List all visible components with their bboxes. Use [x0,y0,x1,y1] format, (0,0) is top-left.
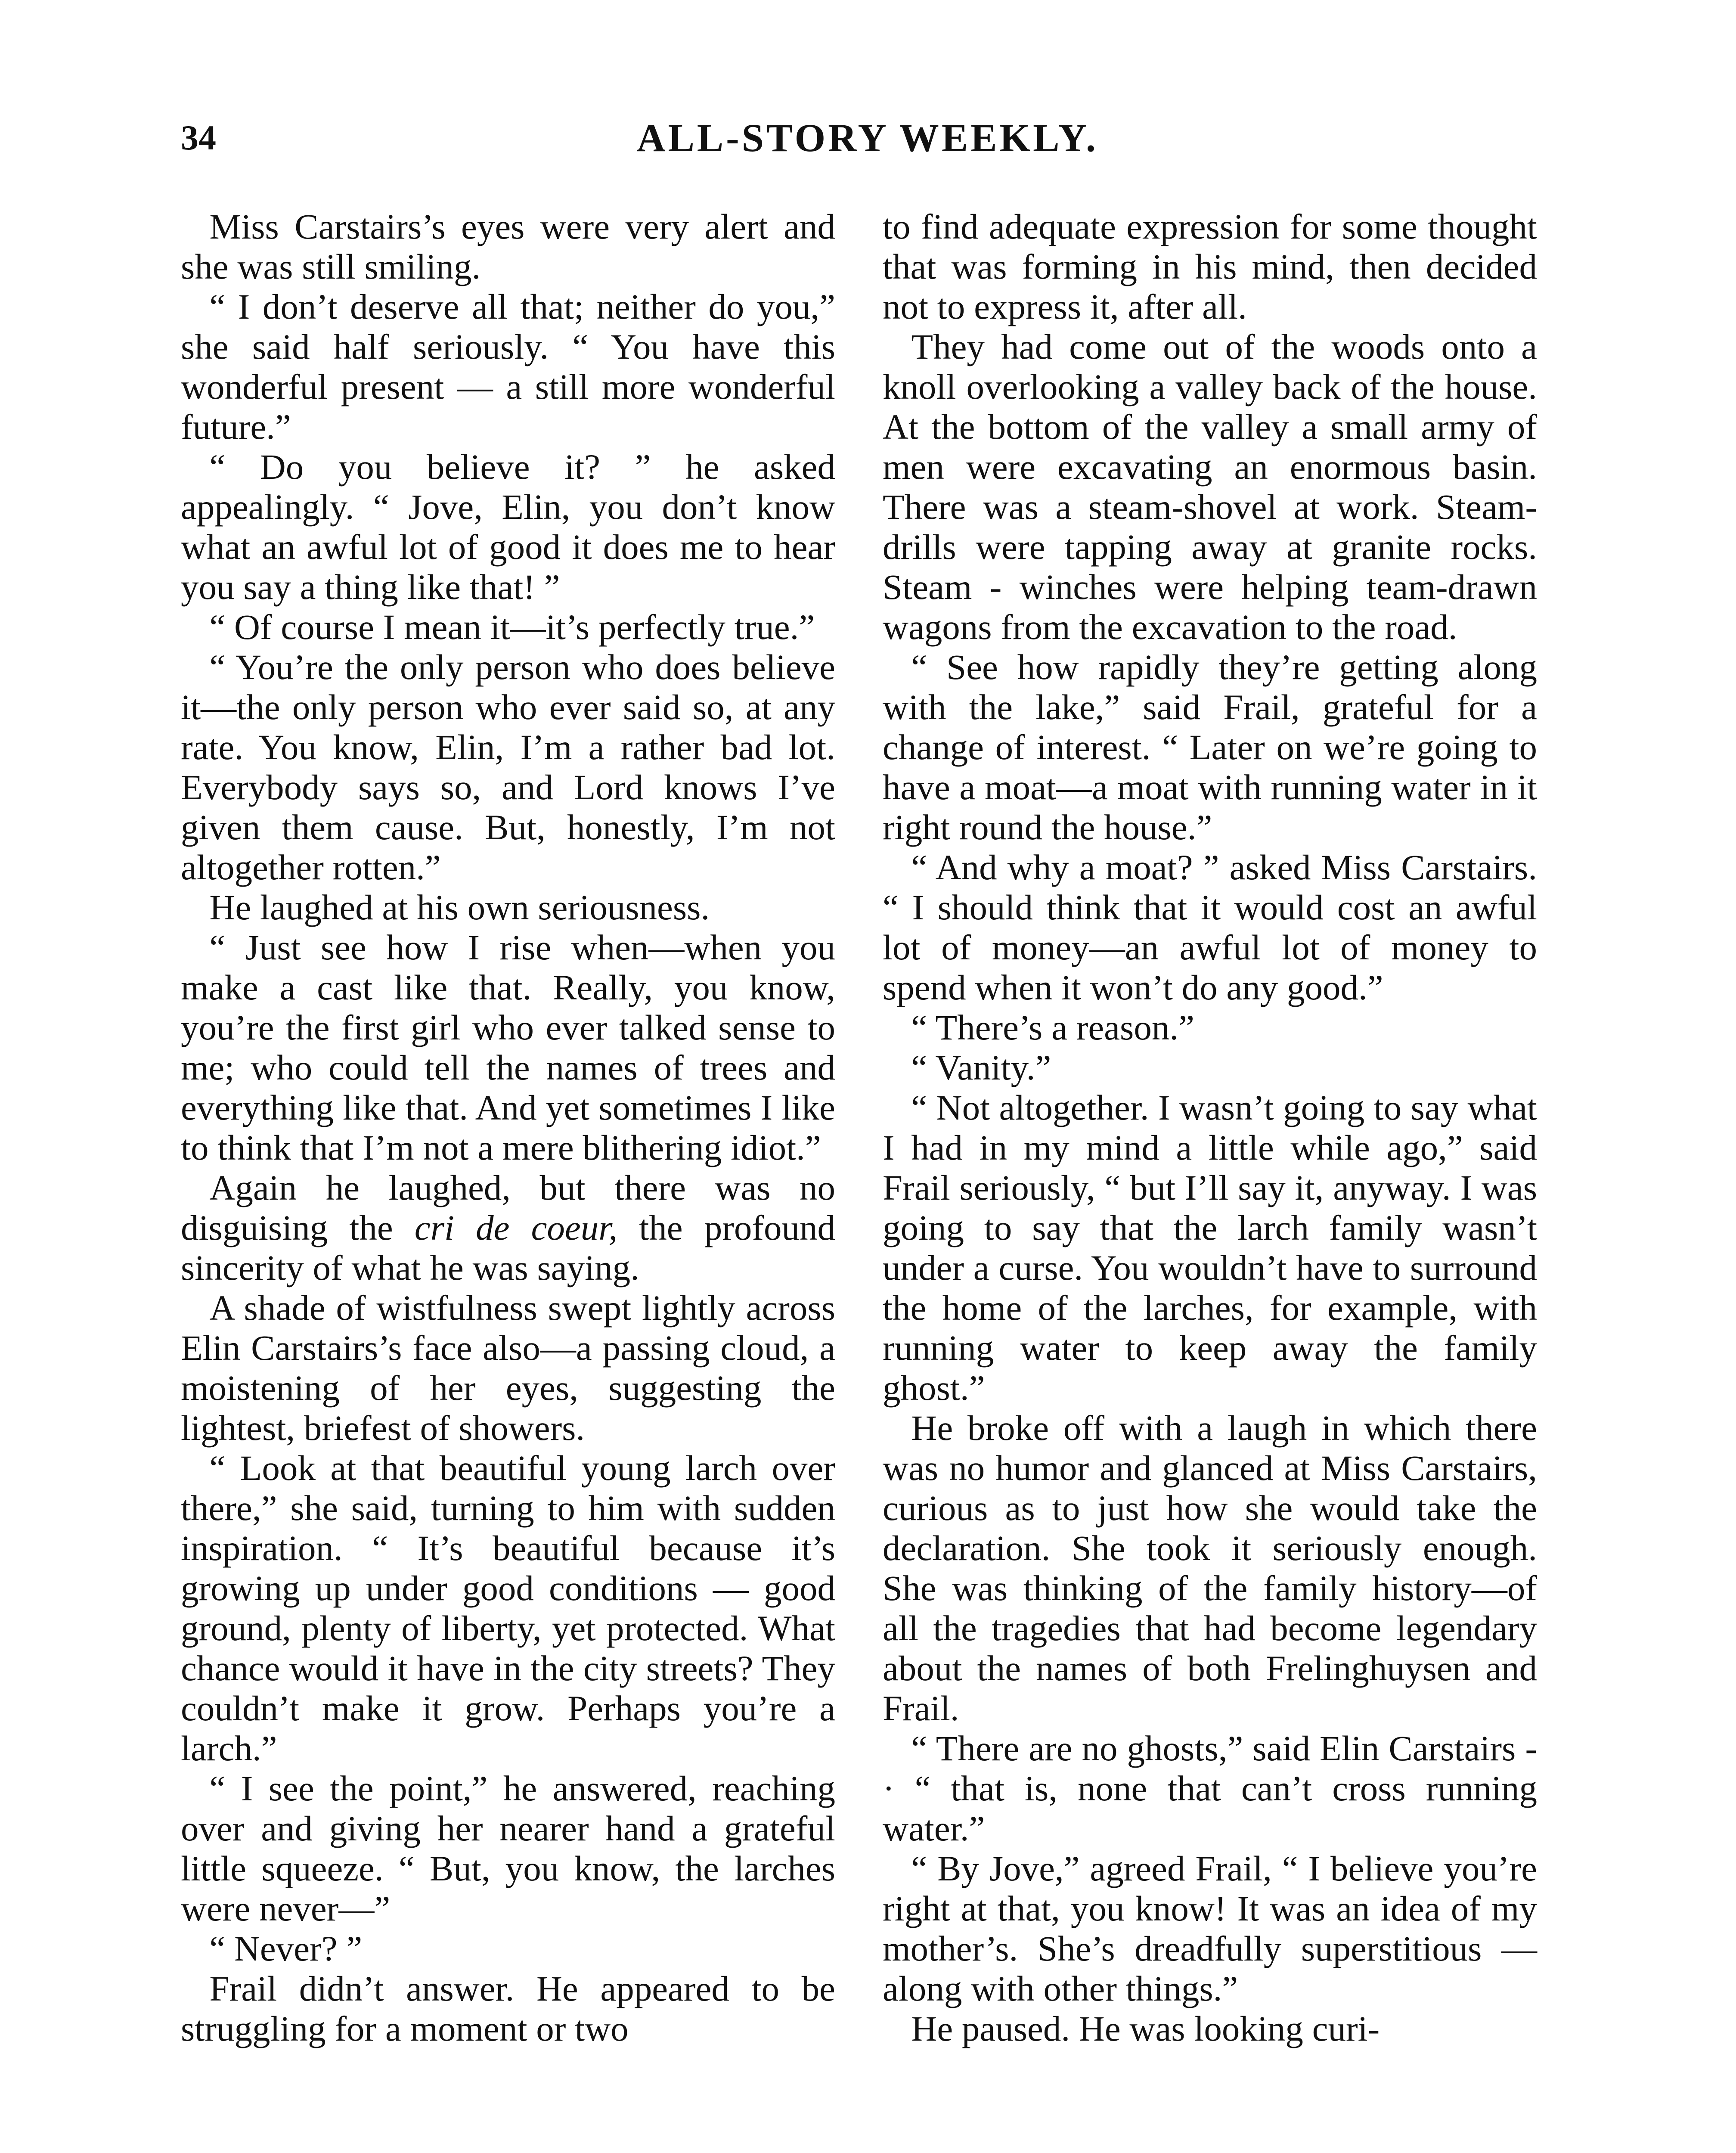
paragraph: A shade of wistfulness swept lightly across Elin Carstairs’s face also—a passing cloud, a moistening of her eyes, suggesting the lightest, briefest of showers. [181,1288,835,1448]
page-number: 34 [181,118,216,157]
paragraph: Miss Carstairs’s eyes were very alert and she was still smiling. [181,207,835,286]
continued-paragraph: to find adequate expression for some thought that was forming in his mind, then decided not to express it, after all. [883,207,1537,326]
paragraph: He laughed at his own seriousness. [209,887,710,927]
right-column [883,207,1537,2049]
running-head: ALL-STORY WEEKLY. [637,116,1098,160]
paragraph: “ I see the point,” he answered, reaching over and giving her nearer hand a grateful little squeeze. “ But, you know, the larches were never—” [181,1768,835,1928]
paragraph-with-italic [181,1168,835,1288]
paragraph: He broke off with a laugh in which there was no humor and glanced at Miss Carstairs, curious as to just how she would take the declaration. She took it seriously enough. She was thinking of the family history—of all the tragedies that had become legendary about the names of both Frelinghuysen and Frail. [883,1408,1537,1728]
paragraph: “ I don’t deserve all that; neither do you,” she said half seriously. “ You have this wonderful present — a still more wonderful future.” [181,287,835,447]
paragraph: “ See how rapidly they’re getting along with the lake,” said Frail, grateful for a change of interest. “ Later on we’re going to have a moat—a moat with running water in it right round the house.” [883,647,1537,847]
italic-phrase: cri de coeur, [414,1208,618,1247]
paragraph: “ Look at that beautiful young larch over there,” she said, turning to him with sudden inspiration. “ It’s beautiful because it’s growing up under good conditions — good ground, plenty of liberty, yet protected. What chance would it have in the city streets? They couldn’t make it grow. Perhaps you’re a larch.” [181,1448,835,1768]
paragraph: They had come out of the woods onto a knoll overlooking a valley back of the house. At the bottom of the valley a small army of men were excavating an enormous basin. There was a steam-shovel at work. Steam-drills were tapping away at granite rocks. Steam - winches were helping team-drawn wagons from the excavation to the road. [883,327,1537,647]
paragraph: “ There’s a reason.” [911,1008,1194,1047]
paragraph: Frail didn’t answer. He appeared to be struggling for a moment or two [181,1969,835,2048]
paragraph: “ By Jove,” agreed Frail, “ I believe you’re right at that, you know! It was an idea of my mother’s. She’s dreadfully superstitious — along with other things.” [883,1849,1537,2008]
left-column [181,207,835,2049]
paragraph: “ You’re the only person who does believe it—the only person who ever said so, at any rate. You know, Elin, I’m a rather bad lot. Everybody says so, and Lord knows I’ve given them cause. But, honestly, I’m not altogether rotten.” [181,647,835,887]
paragraph-text: Again he laughed, but there was no disguising the [181,1168,835,1247]
paragraph: “ There are no ghosts,” said Elin Carstairs - · “ that is, none that can’t cross running water.” [883,1728,1537,1848]
paragraph: “ And why a moat? ” asked Miss Carstairs. “ I should think that it would cost an awful lot of money—an awful lot of money to spend when it won’t do any good.” [883,847,1537,1007]
page-header [181,116,1554,168]
paragraph: “ Just see how I rise when—when you make a cast like that. Really, you know, you’re the first girl who ever talked sense to me; who could tell the names of trees and everything like that. And yet sometimes I like to think that I’m not a mere blithering idiot.” [181,928,835,1167]
paragraph: He paused. He was looking curi- [911,2009,1380,2048]
paragraph: “ Of course I mean it—it’s perfectly true.” [209,607,815,647]
paragraph-text: the profound sincerity of what he was saying. [181,1208,836,1287]
paragraph: “ Vanity.” [911,1048,1051,1087]
paragraph: “ Not altogether. I wasn’t going to say what I had in my mind a little while ago,” said Frail seriously, “ but I’ll say it, anyway. I was going to say that the larch family wasn’t under a curse. You wouldn’t have to surround the home of the larches, for example, with running water to keep away the family ghost.” [883,1088,1537,1408]
paragraph: “ Never? ” [209,1929,363,1968]
paragraph: “ Do you believe it? ” he asked appealingly. “ Jove, Elin, you don’t know what an awful lot of good it does me to hear you say a thing like that! ” [181,447,835,607]
text-columns [181,207,1554,2153]
